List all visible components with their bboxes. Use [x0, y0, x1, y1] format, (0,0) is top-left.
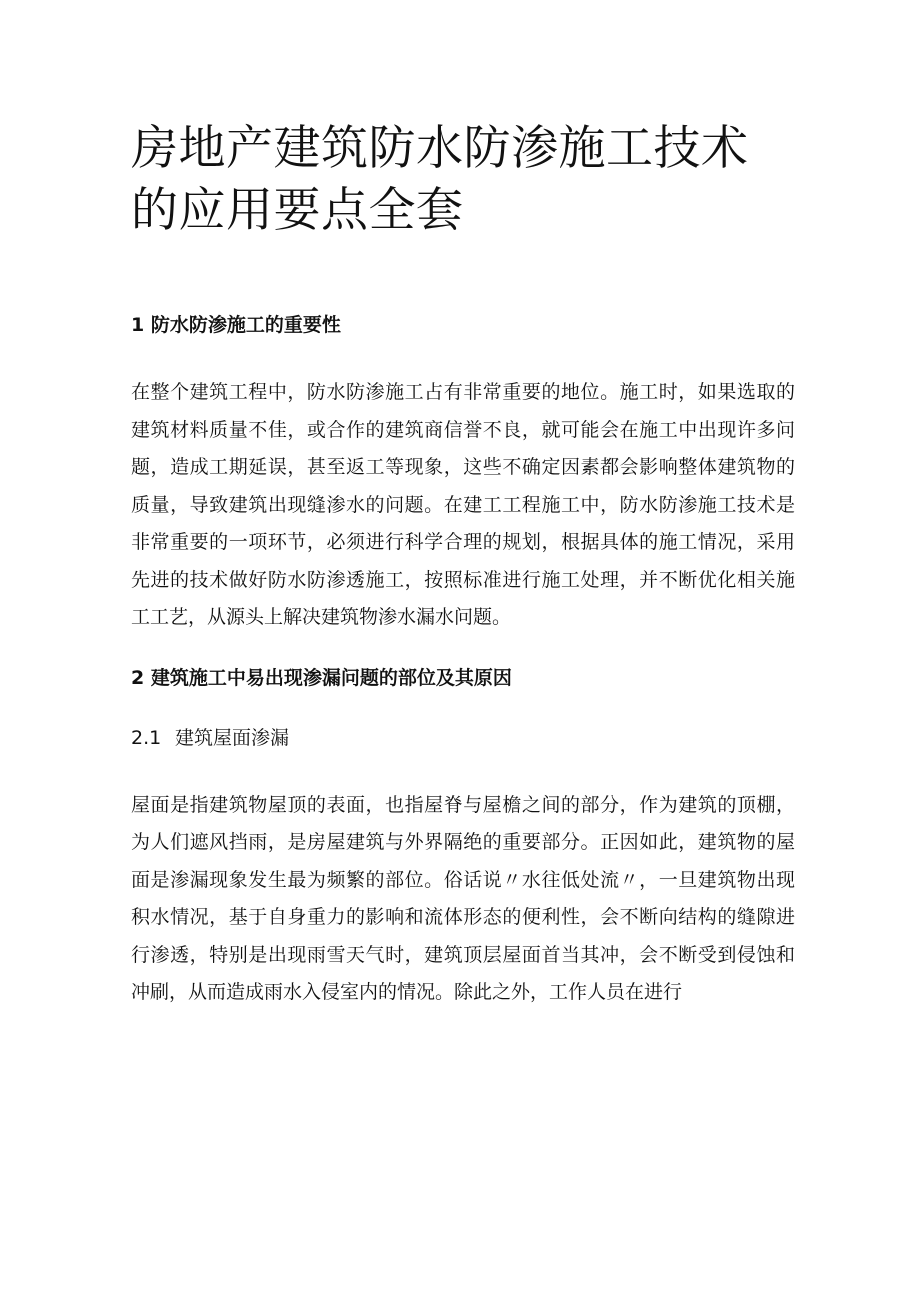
subsection-2-1-paragraph: 屋面是指建筑物屋顶的表面，也指屋脊与屋檐之间的部分，作为建筑的顶棚，为人们遮风挡雨，是房屋建筑与外界隔绝的重要部分。正因如此，建筑物的屋面是渗漏现象发生最为频繁的部位。俗话说〃水往低处流〃，一旦建筑物出现积水情况，基于自身重力的影响和流体形态的便利性，会不断向结构的缝隙进行渗透，特别是出现雨雪天气时，建筑顶层屋面首当其冲，会不断受到侵蚀和冲刷，从而造成雨水入侵室内的情况。除此之外，工作人员在进行 [131, 793, 795, 1003]
section-heading-1: 1 防水防渗施工的重要性 [131, 314, 341, 336]
section-1-paragraph: 在整个建筑工程中，防水防渗施工占有非常重要的地位。施工时，如果选取的建筑材料质量不佳，或合作的建筑商信誉不良，就可能会在施工中出现许多问题，造成工期延误，甚至返工等现象，这些不确定因素都会影响整体建筑物的质量，导致建筑出现缝渗水的问题。在建工工程施工中，防水防渗施工技术是非常重要的一项环节，必须进行科学合理的规划，根据具体的施工情况，采用先进的技术做好防水防渗透施工，按照标准进行施工处理，并不断优化相关施工工艺，从源头上解决建筑物渗水漏水问题。 [131, 381, 795, 628]
subsection-number: 2.1 [131, 726, 162, 749]
document-title: 房地产建筑防水防渗施工技术的应用要点全套 [131, 121, 749, 238]
subsection-title: 建筑屋面渗漏 [175, 726, 290, 749]
subsection-heading-2-1 [131, 723, 795, 753]
document-body [131, 118, 795, 1012]
section-heading-2: 2 建筑施工中易出现渗漏问题的部位及其原因 [131, 666, 512, 689]
